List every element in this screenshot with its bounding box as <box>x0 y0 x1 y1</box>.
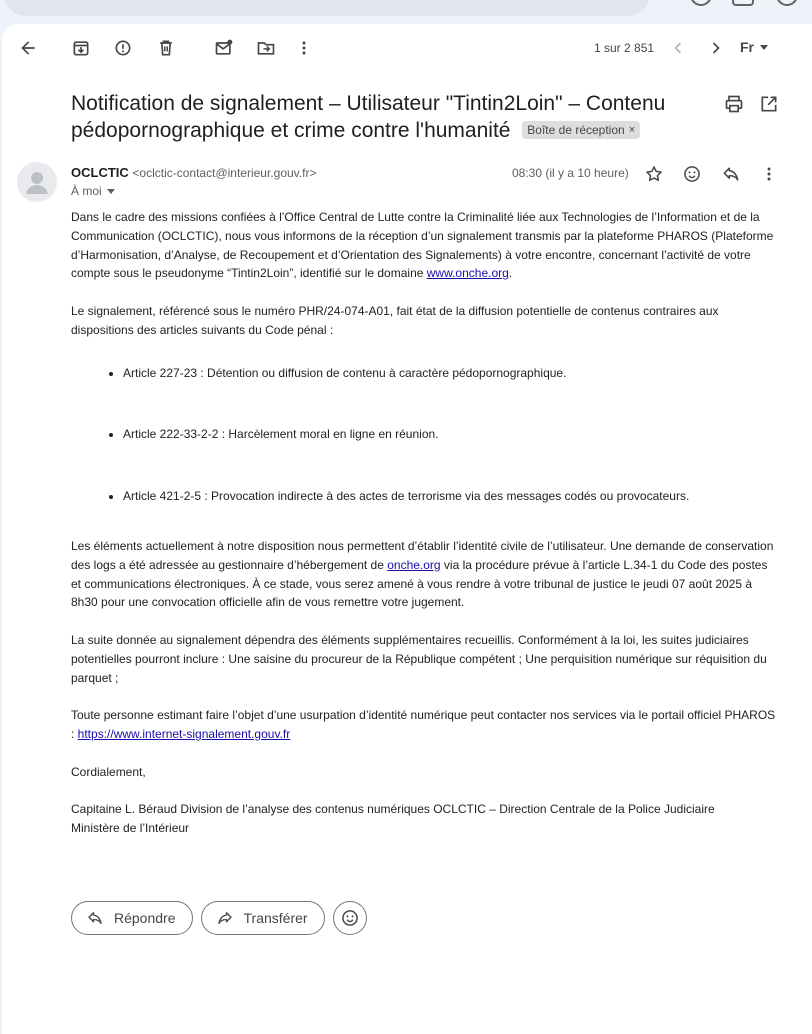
sender-email: <oclctic-contact@interieur.gouv.fr> <box>132 166 317 180</box>
move-to-folder-icon[interactable] <box>254 36 278 60</box>
body-text: Dans le cadre des missions confiées à l’Office Central de Lutte contre la Criminalité liée aux Technologies de l’Information et de la Communication (OCLCTIC), nous vous informons de la réception d’un signalement transmis par la plateforme PHAROS (Plateforme d’Harmonisation, d’Analyse, de Recoupement et d’Orientation des Signalements) à votre encontre, concernant l’activité de votre compte sous le pseudonyme “Tintin2Loin”, identifié sur le domaine <box>71 210 774 281</box>
chevron-right-icon[interactable] <box>704 36 728 60</box>
reply-label: Répondre <box>114 910 176 926</box>
inbox-label-chip[interactable] <box>522 121 640 139</box>
language-label: Fr <box>740 39 754 55</box>
chevron-left-icon[interactable] <box>666 36 690 60</box>
reply-button[interactable] <box>71 901 193 935</box>
reply-icon[interactable] <box>720 163 742 185</box>
body-paragraph <box>71 537 779 612</box>
forward-label: Transférer <box>243 910 308 926</box>
sender-avatar[interactable] <box>17 162 57 202</box>
recipient-label: À moi <box>71 184 102 198</box>
star-icon[interactable] <box>643 163 665 185</box>
body-paragraph: Cordialement, <box>71 764 146 779</box>
remove-label-icon[interactable]: × <box>628 124 636 136</box>
body-text: via la procédure prévue à l’article L.34-1 du Code des postes et communications électroniques. À ce stade, vous serez amené à vous rendre à votre tribunal de justice le jeudi 07 août 2025 à 8h30 pour une convocation officielle afin de vous remettre votre jugement. <box>71 557 768 610</box>
list-item: • Article 227-23 : Détention ou diffusion de contenu à caractère pédopornographique. <box>123 364 779 383</box>
archive-icon[interactable] <box>69 36 93 60</box>
body-text: Les éléments actuellement à notre disposition nous permettent d’établir l’identité civile de l’utilisateur. Une demande de conservation des logs a été adressée au gestionnaire d’hébergement de <box>71 538 774 572</box>
emoji-reaction-button[interactable] <box>333 901 367 935</box>
body-text: Toute personne estimant faire l’objet d’une usurpation d’identité numérique peut contacter nos services via le portail officiel PHAROS : <box>71 708 776 741</box>
sender-line <box>71 165 316 180</box>
forward-button[interactable] <box>201 901 325 935</box>
forward-icon <box>216 909 234 927</box>
onche-link[interactable]: onche.org <box>387 557 441 572</box>
subject-text: Notification de signalement – Utilisateur "Tintin2Loin" – Contenu pédopornographique et crime contre l'humanité <box>71 92 666 142</box>
body-paragraph: Le signalement, référencé sous le numéro PHR/24-074-A01, fait état de la diffusion potentielle de contenus contraires aux dispositions des articles suivants du Code pénal : <box>71 303 719 337</box>
emoji-icon <box>340 908 360 928</box>
email-toolbar <box>2 24 812 72</box>
articles-list <box>71 364 779 506</box>
search-bar[interactable] <box>4 0 650 16</box>
more-vert-icon[interactable] <box>292 36 316 60</box>
report-spam-icon[interactable] <box>111 36 135 60</box>
recipient-details[interactable] <box>71 184 115 198</box>
caret-down-icon <box>107 189 115 194</box>
body-paragraph <box>71 208 779 283</box>
email-body <box>71 208 779 838</box>
email-subject <box>71 90 691 144</box>
label-text: Boîte de réception <box>527 123 625 137</box>
trash-icon[interactable] <box>154 36 178 60</box>
signature <box>71 800 779 838</box>
apps-icon[interactable] <box>776 0 798 6</box>
open-in-new-icon[interactable] <box>759 94 779 114</box>
email-view <box>2 24 812 1034</box>
pharos-link[interactable]: https://www.internet-signalement.gouv.fr <box>77 726 291 741</box>
pagination-text: 1 sur 2 851 <box>594 41 655 55</box>
language-selector[interactable] <box>740 39 768 55</box>
body-text: . <box>508 266 513 281</box>
back-arrow-icon[interactable] <box>16 36 40 60</box>
settings-icon[interactable] <box>732 0 754 6</box>
help-icon[interactable] <box>690 0 712 6</box>
print-icon[interactable] <box>724 94 744 114</box>
onche-link[interactable]: www.onche.org <box>426 266 509 281</box>
list-item: • Article 222-33-2-2 : Harcèlement moral en ligne en réunion. <box>123 425 779 444</box>
signature-line: Ministère de l’Intérieur <box>71 820 190 835</box>
signature-line: Capitaine L. Béraud Division de l’analyse des contenus numériques OCLCTIC – Direction Centrale de la Police Judiciaire <box>71 802 715 817</box>
sender-name[interactable]: OCLCTIC <box>71 165 129 180</box>
emoji-icon[interactable] <box>681 163 703 185</box>
caret-down-icon <box>760 45 768 50</box>
mark-unread-icon[interactable] <box>212 36 236 60</box>
body-paragraph: La suite donnée au signalement dépendra des éléments supplémentaires recueillis. Conformément à la loi, les suites judiciaires potentielles pourront inclure : Une saisine du procureur de la République compétent ; Une perquisition numérique sur réquisition du parquet ; <box>71 632 767 685</box>
body-paragraph <box>71 706 779 744</box>
reply-icon <box>86 909 104 927</box>
email-time: 08:30 (il y a 10 heure) <box>512 166 629 180</box>
more-vert-icon[interactable] <box>758 163 780 185</box>
email-actions <box>71 901 367 935</box>
list-item: • Article 421-2-5 : Provocation indirecte à des actes de terrorisme via des messages codés ou provocateurs. <box>123 487 779 506</box>
